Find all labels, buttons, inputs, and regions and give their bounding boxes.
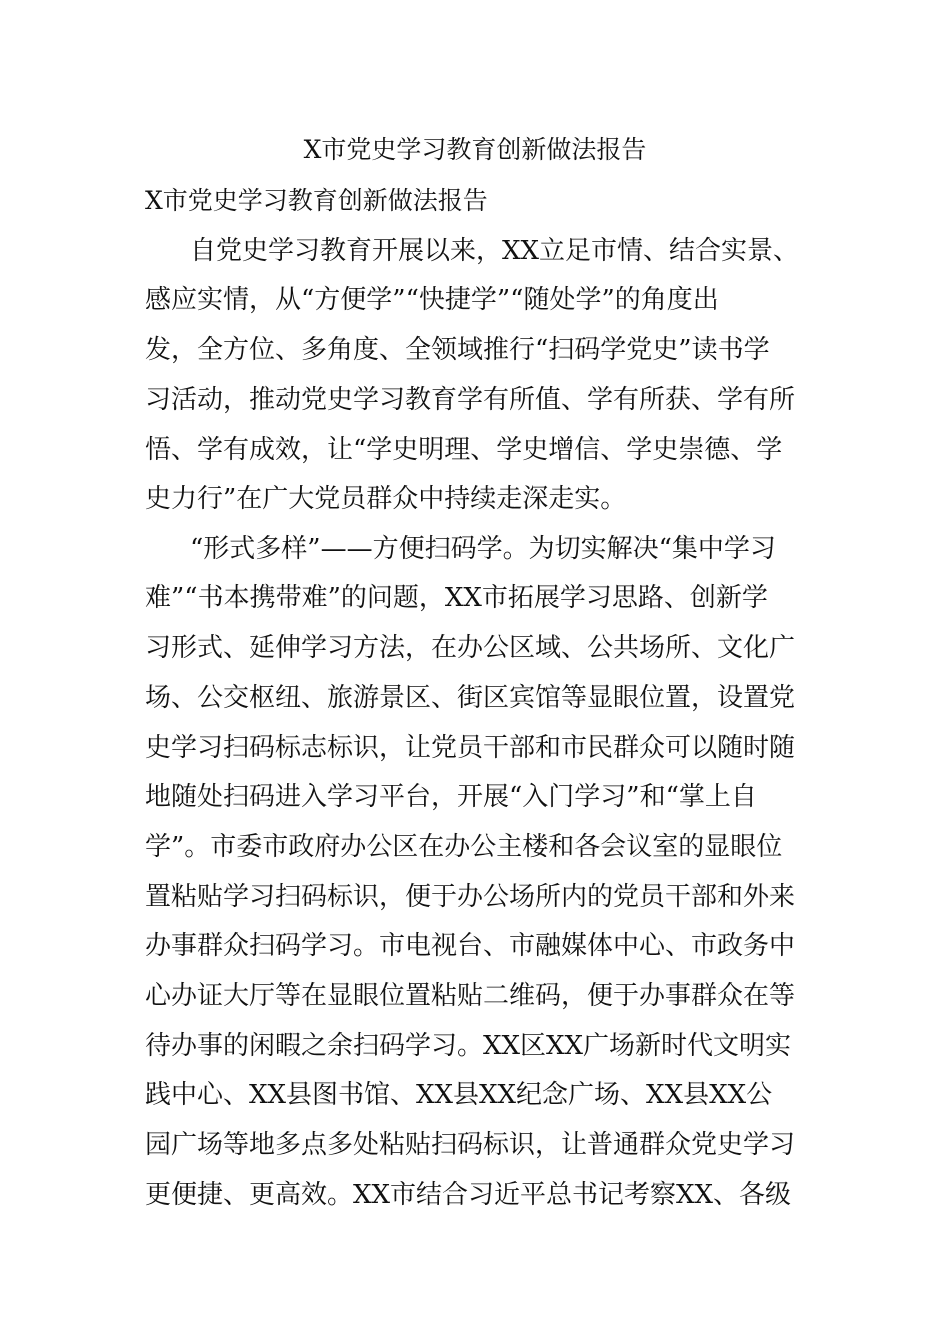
text-line: 待办事的闲暇之余扫码学习。XX区XX广场新时代文明实 bbox=[145, 1031, 792, 1061]
text-line: 学”。市委市政府办公区在办公主楼和各会议室的显眼位 bbox=[145, 832, 783, 862]
text-line: 自党史学习教育开展以来，XX立足市情、结合实景、 bbox=[190, 236, 800, 266]
text-line: 习形式、延伸学习方法，在办公区域、公共场所、文化广 bbox=[145, 633, 796, 663]
text-line: 置粘贴学习扫码标识，便于办公场所内的党员干部和外来 bbox=[145, 882, 796, 912]
text-line: 难”“书本携带难”的问题，XX市拓展学习思路、创新学 bbox=[145, 583, 768, 613]
text-line: 习活动，推动党史学习教育学有所值、学有所获、学有所 bbox=[145, 385, 796, 415]
text-line: 办事群众扫码学习。市电视台、市融媒体中心、市政务中 bbox=[145, 931, 796, 961]
text-line: 史学习扫码标志标识，让党员干部和市民群众可以随时随 bbox=[145, 733, 796, 763]
text-line: 践中心、XX县图书馆、XX县XX纪念广场、XX县XX公 bbox=[145, 1080, 773, 1110]
document-title: X市党史学习教育创新做法报告 bbox=[303, 135, 647, 164]
document-subtitle: X市党史学习教育创新做法报告 bbox=[145, 186, 488, 215]
text-line: 更便捷、更高效。XX市结合习近平总书记考察XX、各级 bbox=[145, 1180, 792, 1210]
text-line: 发，全方位、多角度、全领域推行“扫码学党史”读书学 bbox=[145, 335, 770, 365]
text-line: 地随处扫码进入学习平台，开展“入门学习”和“掌上自 bbox=[145, 782, 757, 812]
text-line: 心办证大厅等在显眼位置粘贴二维码，便于办事群众在等 bbox=[145, 981, 796, 1011]
text-line: 感应实情，从“方便学”“快捷学”“随处学”的角度出 bbox=[145, 285, 719, 315]
text-line: 悟、学有成效，让“学史明理、学史增信、学史崇德、学 bbox=[145, 435, 783, 465]
text-line: “形式多样”——方便扫码学。为切实解决“集中学习 bbox=[190, 534, 776, 564]
text-line: 史力行”在广大党员群众中持续走深走实。 bbox=[145, 484, 627, 514]
text-line: 园广场等地多点多处粘贴扫码标识，让普通群众党史学习 bbox=[145, 1130, 796, 1160]
text-line: 场、公交枢纽、旅游景区、街区宾馆等显眼位置，设置党 bbox=[145, 683, 796, 713]
